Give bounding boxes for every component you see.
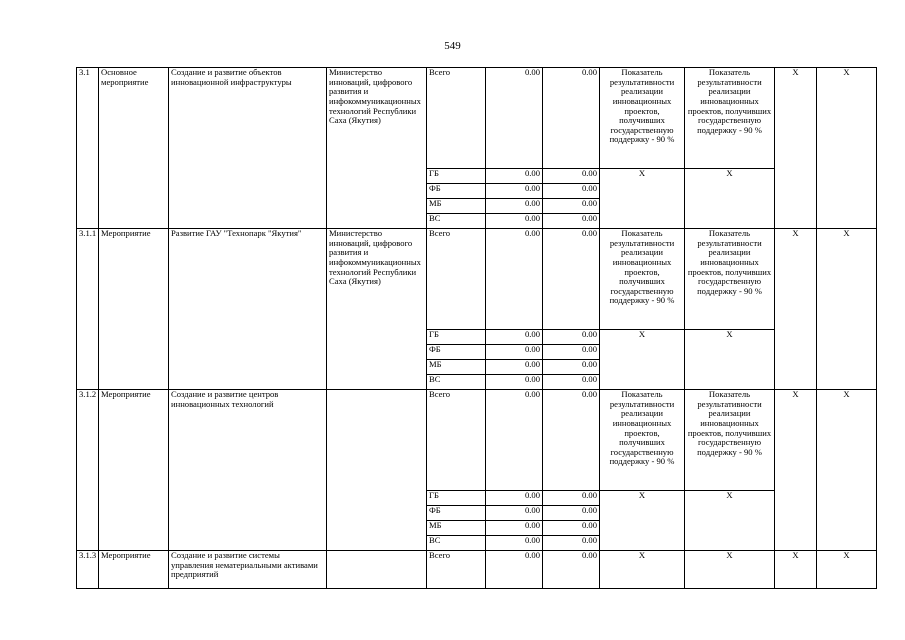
row-number: 3.1 xyxy=(77,68,99,229)
x-mark: X xyxy=(817,229,877,390)
funding-value: 0.00 xyxy=(486,169,543,184)
indicator-x: X xyxy=(685,551,775,589)
row-type: Основное мероприятие xyxy=(99,68,169,229)
funding-value: 0.00 xyxy=(543,375,600,390)
funding-source: МБ xyxy=(427,199,486,214)
x-mark: X xyxy=(817,390,877,551)
row-responsible: Министерство инноваций, цифрового развития и инфокоммуникационных технологий Республики Саха (Якутия) xyxy=(327,68,427,229)
funding-value: 0.00 xyxy=(543,199,600,214)
table-row xyxy=(77,551,877,589)
x-mark: X xyxy=(775,390,817,551)
indicator-x: X xyxy=(685,169,775,229)
funding-value: 0.00 xyxy=(486,68,543,169)
funding-source: ГБ xyxy=(427,491,486,506)
funding-source: ФБ xyxy=(427,506,486,521)
funding-source: МБ xyxy=(427,360,486,375)
indicator-text: Показатель результативности реализации инновационных проектов, получивших государственную поддержку - 90 % xyxy=(600,68,685,169)
funding-value: 0.00 xyxy=(543,506,600,521)
funding-value: 0.00 xyxy=(486,536,543,551)
table-row xyxy=(77,229,877,330)
funding-value: 0.00 xyxy=(543,345,600,360)
funding-value: 0.00 xyxy=(543,360,600,375)
funding-value: 0.00 xyxy=(486,491,543,506)
indicator-text: Показатель результативности реализации инновационных проектов, получивших государственную поддержку - 90 % xyxy=(685,68,775,169)
row-responsible xyxy=(327,551,427,589)
row-type: Мероприятие xyxy=(99,390,169,551)
funding-value: 0.00 xyxy=(486,375,543,390)
row-number: 3.1.1 xyxy=(77,229,99,390)
funding-value: 0.00 xyxy=(486,521,543,536)
x-mark: X xyxy=(817,68,877,229)
funding-value: 0.00 xyxy=(543,551,600,589)
x-mark: X xyxy=(817,551,877,589)
indicator-x: X xyxy=(685,330,775,390)
funding-value: 0.00 xyxy=(486,214,543,229)
row-number: 3.1.3 xyxy=(77,551,99,589)
indicator-text: Показатель результативности реализации инновационных проектов, получивших государственную поддержку - 90 % xyxy=(685,390,775,491)
row-responsible xyxy=(327,390,427,551)
funding-value: 0.00 xyxy=(543,169,600,184)
funding-source: МБ xyxy=(427,521,486,536)
page-number: 549 xyxy=(444,40,461,52)
table-row xyxy=(77,68,877,169)
funding-value: 0.00 xyxy=(543,184,600,199)
funding-value: 0.00 xyxy=(543,229,600,330)
funding-value: 0.00 xyxy=(543,536,600,551)
row-type: Мероприятие xyxy=(99,551,169,589)
row-number: 3.1.2 xyxy=(77,390,99,551)
funding-value: 0.00 xyxy=(486,360,543,375)
funding-value: 0.00 xyxy=(486,551,543,589)
funding-value: 0.00 xyxy=(543,521,600,536)
funding-value: 0.00 xyxy=(486,229,543,330)
funding-source: Всего xyxy=(427,551,486,589)
funding-source: ФБ xyxy=(427,345,486,360)
funding-source: ГБ xyxy=(427,330,486,345)
indicator-x: X xyxy=(600,169,685,229)
funding-source: ФБ xyxy=(427,184,486,199)
funding-value: 0.00 xyxy=(486,330,543,345)
row-name: Развитие ГАУ "Технопарк "Якутия" xyxy=(169,229,327,390)
funding-value: 0.00 xyxy=(486,390,543,491)
x-mark: X xyxy=(775,68,817,229)
table-row xyxy=(77,390,877,491)
funding-source: ВС xyxy=(427,375,486,390)
indicator-text: Показатель результативности реализации инновационных проектов, получивших государственную поддержку - 90 % xyxy=(685,229,775,330)
indicator-text: Показатель результативности реализации инновационных проектов, получивших государственную поддержку - 90 % xyxy=(600,390,685,491)
funding-value: 0.00 xyxy=(486,199,543,214)
funding-source: ВС xyxy=(427,214,486,229)
funding-source: ГБ xyxy=(427,169,486,184)
indicator-x: X xyxy=(600,491,685,551)
activities-table xyxy=(76,67,877,589)
funding-source: Всего xyxy=(427,390,486,491)
funding-value: 0.00 xyxy=(543,491,600,506)
row-name: Создание и развитие системы управления нематериальными активами предприятий xyxy=(169,551,327,589)
funding-value: 0.00 xyxy=(543,330,600,345)
indicator-x: X xyxy=(600,330,685,390)
row-name: Создание и развитие центров инновационных технологий xyxy=(169,390,327,551)
funding-source: Всего xyxy=(427,229,486,330)
funding-value: 0.00 xyxy=(486,345,543,360)
funding-value: 0.00 xyxy=(486,184,543,199)
funding-value: 0.00 xyxy=(486,506,543,521)
x-mark: X xyxy=(775,551,817,589)
funding-source: Всего xyxy=(427,68,486,169)
row-name: Создание и развитие объектов инновационной инфраструктуры xyxy=(169,68,327,229)
funding-source: ВС xyxy=(427,536,486,551)
x-mark: X xyxy=(775,229,817,390)
row-type: Мероприятие xyxy=(99,229,169,390)
indicator-text: Показатель результативности реализации инновационных проектов, получивших государственную поддержку - 90 % xyxy=(600,229,685,330)
indicator-x: X xyxy=(600,551,685,589)
funding-value: 0.00 xyxy=(543,68,600,169)
funding-value: 0.00 xyxy=(543,214,600,229)
row-responsible: Министерство инноваций, цифрового развития и инфокоммуникационных технологий Республики Саха (Якутия) xyxy=(327,229,427,390)
funding-value: 0.00 xyxy=(543,390,600,491)
indicator-x: X xyxy=(685,491,775,551)
